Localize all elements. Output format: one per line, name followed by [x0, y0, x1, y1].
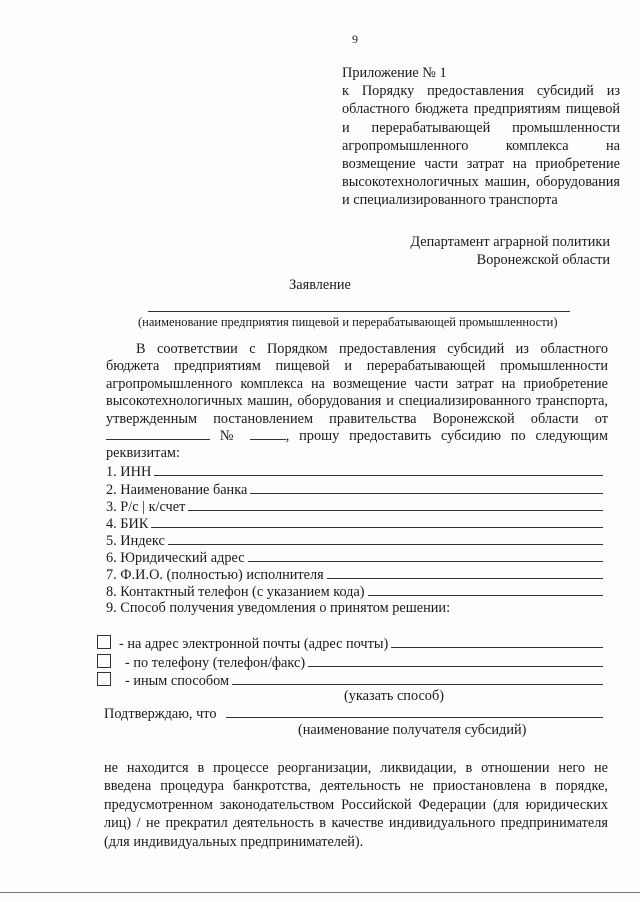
requisite-field-label: 4. БИК — [106, 516, 149, 532]
email-blank[interactable] — [391, 635, 603, 648]
requisite-field-blank[interactable] — [154, 463, 603, 476]
recipient-name-blank[interactable] — [226, 705, 603, 718]
page-number: 9 — [352, 32, 358, 46]
intro-number-sign: № — [219, 428, 240, 445]
decree-number-blank[interactable] — [250, 428, 286, 440]
applicant-name-line[interactable] — [148, 311, 570, 312]
appendix-block — [342, 64, 620, 210]
checkbox-icon[interactable] — [97, 654, 111, 668]
requisite-field-blank[interactable] — [188, 498, 603, 511]
requisite-field-label: 8. Контактный телефон (с указанием кода) — [106, 584, 365, 600]
decree-date-blank[interactable] — [106, 428, 210, 440]
requisite-field — [106, 583, 603, 601]
requisite-field — [106, 481, 603, 499]
intro-text-1: В соответствии с Порядком предоставления субсидий из областного бюджета предприятиям пищевой и перерабатывающей промышленности агропромышленного комплекса на возмещение части затрат на приобретение высокотехнологичных машин, оборудования и специализированного транспорта, утвержденным постановлением правительства Воронежской области от — [106, 341, 608, 427]
requisite-field — [106, 515, 603, 533]
confirm-row: Подтверждаю, что — [104, 705, 603, 723]
requisite-field-blank[interactable] — [168, 532, 603, 545]
addressee-line-2: Воронежской области — [476, 252, 610, 269]
requisite-field-blank[interactable] — [151, 515, 603, 528]
requisite-field-blank[interactable] — [368, 583, 603, 596]
final-paragraph: не находится в процессе реорганизации, ликвидации, в отношении него не введена процедура банкротства, деятельность не приостановлена в порядке, предусмотренном законодательством Российской Федерации (для юридических лиц) / не прекратил деятельность в качестве индивидуального предпринимателя (для индивидуальных предпринимателей). — [104, 760, 608, 850]
checkbox-icon[interactable] — [97, 635, 111, 649]
appendix-title: Приложение № 1 — [342, 65, 447, 81]
recipient-caption: (наименование получателя субсидий) — [298, 722, 527, 738]
requisite-field — [106, 566, 603, 584]
requisite-field-label: 7. Ф.И.О. (полностью) исполнителя — [106, 567, 324, 583]
addressee-block — [330, 233, 610, 269]
notification-method-label: 9. Способ получения уведомления о принятом решении: — [106, 600, 451, 616]
addressee-line-1: Департамент аграрной политики — [410, 234, 610, 250]
requisite-field — [106, 463, 603, 481]
requisite-field-label: 2. Наименование банка — [106, 482, 248, 498]
intro-text-2: , прошу предоставить субсидию по следующим реквизитам: — [106, 428, 608, 462]
requisite-field-label: 5. Индекс — [106, 533, 165, 549]
requisite-field-blank[interactable] — [327, 566, 603, 579]
appendix-body: к Порядку предоставления субсидий из областного бюджета предприятиям пищевой и перерабатывающей промышленности агропромышленного комплекса на возмещение части затрат на приобретение высокотехнологичных машин, оборудования и специализированного транспорта — [342, 83, 620, 209]
other-method-blank[interactable] — [232, 672, 603, 685]
requisite-field — [106, 498, 603, 516]
requisite-field-label: 1. ИНН — [106, 464, 152, 480]
requisite-field — [106, 549, 603, 567]
method-caption: (указать способ) — [344, 688, 444, 704]
intro-paragraph — [106, 341, 608, 463]
page-bottom-rule — [0, 892, 640, 893]
applicant-name-caption: (наименование предприятия пищевой и перерабатывающей промышленности) — [138, 315, 558, 329]
requisite-field-blank[interactable] — [248, 549, 603, 562]
phone-blank[interactable] — [308, 654, 603, 667]
requisite-field-blank[interactable] — [250, 481, 603, 494]
option-other[interactable]: - иным способом — [97, 671, 603, 690]
document-heading: Заявление — [289, 277, 351, 293]
checkbox-icon[interactable] — [97, 672, 111, 686]
requisite-field — [106, 532, 603, 550]
option-phone[interactable]: - по телефону (телефон/факс) — [97, 653, 603, 672]
requisite-field-label: 3. Р/с | к/счет — [106, 499, 186, 515]
option-email[interactable]: - на адрес электронной почты (адрес почты) — [97, 634, 603, 653]
requisite-field-label: 6. Юридический адрес — [106, 550, 245, 566]
